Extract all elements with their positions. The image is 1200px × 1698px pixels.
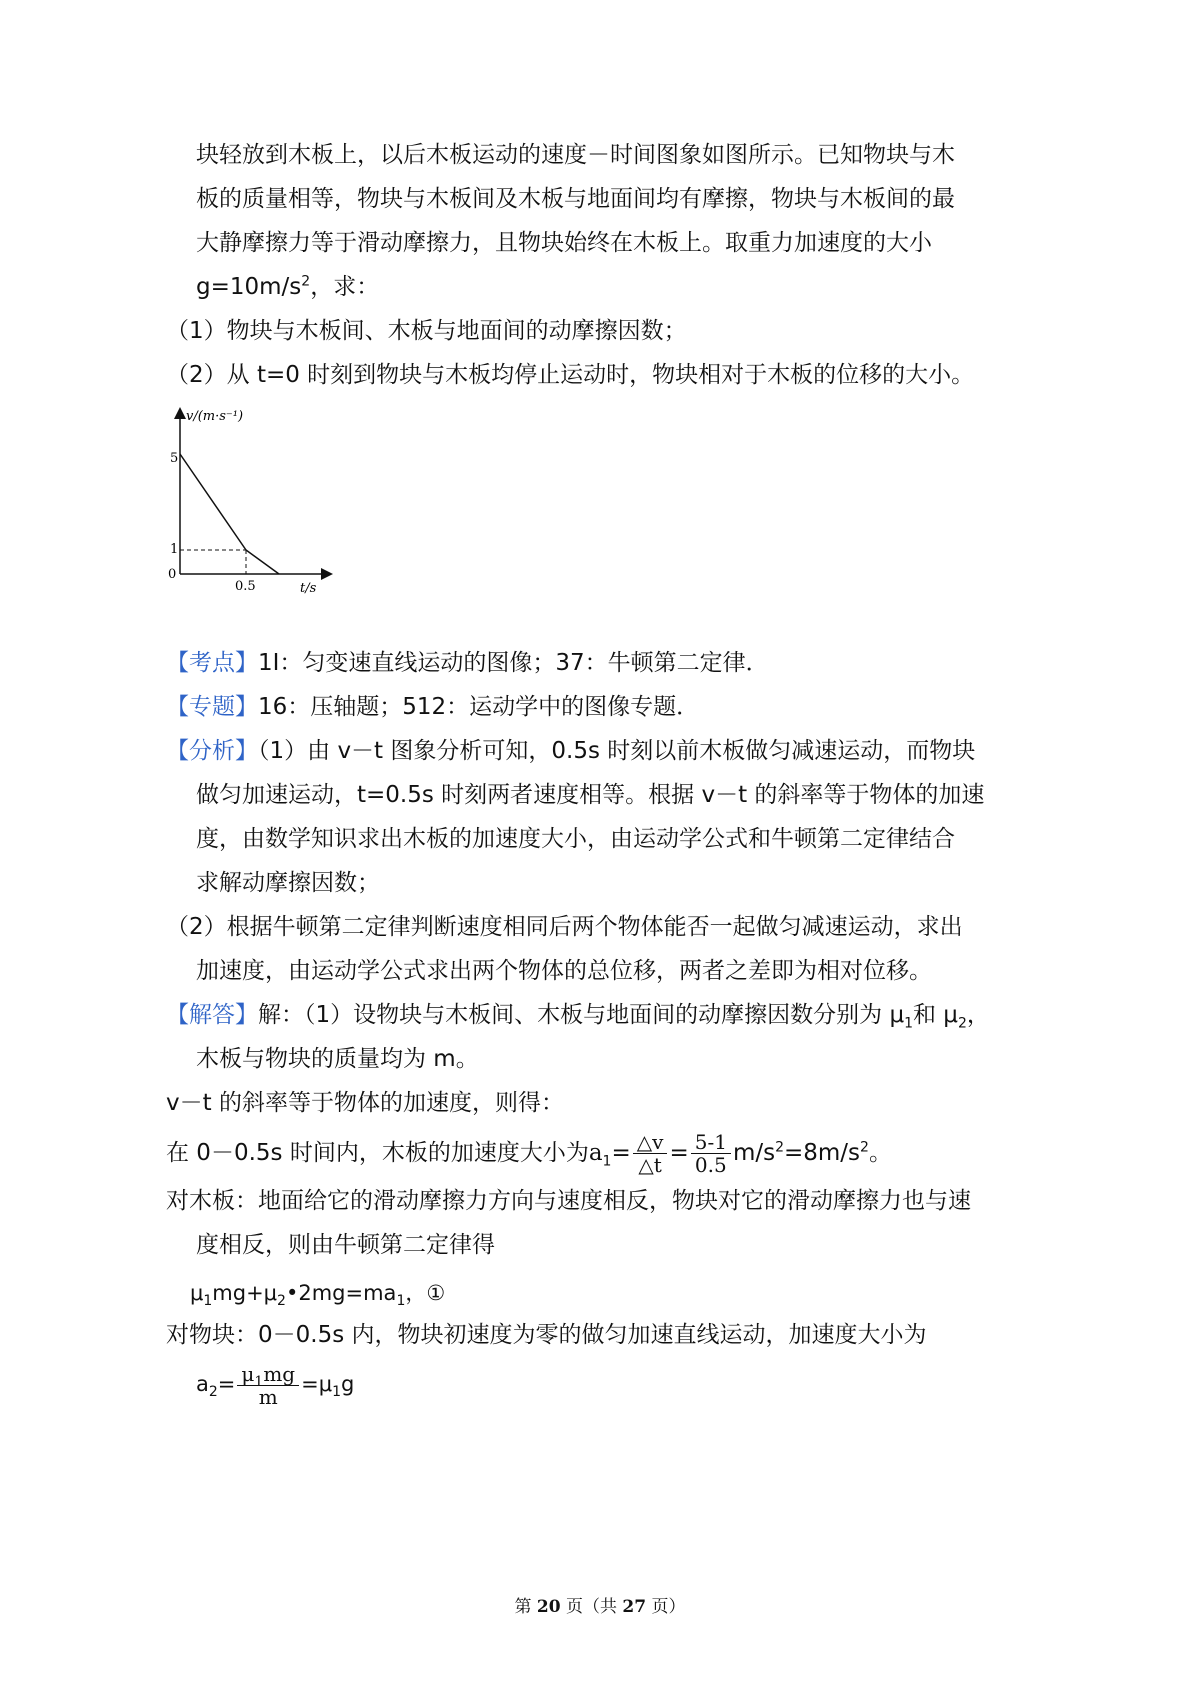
- y-tick-5: 5: [170, 451, 179, 466]
- zhuanti-label: 【专题】: [166, 694, 258, 720]
- zhuanti-text: 16：压轴题；512：运动学中的图像专题．: [258, 694, 700, 720]
- footer-page-number: 20: [536, 1597, 561, 1617]
- a1-sub: 1: [602, 1153, 612, 1170]
- eq2-num-mu: μ: [241, 1361, 255, 1386]
- a1-symbol: a: [588, 1140, 603, 1166]
- eq1-mu1: μ: [190, 1281, 204, 1305]
- a1-unit-sup: 2: [775, 1139, 784, 1156]
- fraction-dv-dt: [633, 1131, 668, 1176]
- jieda-line-2: 木板与物块的质量均为 m。: [196, 1046, 479, 1072]
- eq1-sub3: 1: [396, 1293, 406, 1310]
- footer-post: 页）: [646, 1597, 686, 1617]
- mu1-sub: 1: [904, 1015, 913, 1032]
- accel-intro: 在 0－0.5s 时间内，木板的加速度大小为: [166, 1140, 589, 1166]
- a1-end: 。: [868, 1140, 892, 1166]
- eq2-a2-sub: 2: [208, 1384, 218, 1401]
- a1-result-sup: 2: [860, 1139, 869, 1156]
- problem-line-2: 板的质量相等，物块与木板间及木板与地面间均有摩擦，物块与木板间的最: [196, 186, 955, 212]
- fenxi-line-3: 度，由数学知识求出木板的加速度大小，由运动学公式和牛顿第二定律结合: [196, 826, 955, 852]
- problem-line-3: 大静摩擦力等于滑动摩擦力，且物块始终在木板上。取重力加速度的大小: [196, 230, 932, 256]
- y-tick-1: 1: [170, 542, 179, 557]
- eq1-rest: •2mg=ma: [285, 1281, 397, 1305]
- fraction-mu-mg-denominator: m: [258, 1384, 278, 1409]
- fenxi-line-5: （2）根据牛顿第二定律判断速度相同后两个物体能否一起做匀减速运动，求出: [166, 914, 963, 940]
- fraction-values: [691, 1131, 731, 1176]
- vt-chart: [160, 398, 340, 598]
- equation-2: [196, 1356, 354, 1412]
- x-axis-label: t/s: [300, 581, 317, 596]
- mu2-sub: 2: [957, 1015, 967, 1032]
- jieda-line-1-mid: 和 μ: [913, 1002, 958, 1028]
- series-line: [180, 454, 279, 574]
- eq2-eq: =: [217, 1372, 236, 1396]
- jieda-line-8: 对物块：0－0.5s 内，物块初速度为零的做匀加速直线运动，加速度大小为: [166, 1322, 927, 1348]
- eq2-num-rest: mg: [263, 1361, 296, 1386]
- eq2-num-sub: 1: [254, 1373, 264, 1390]
- fenxi-row: [166, 736, 975, 766]
- jieda-line-1: 解：（1）设物块与木板间、木板与地面间的动摩擦因数分别为 μ: [258, 1002, 905, 1028]
- kaodian-label: 【考点】: [166, 650, 258, 676]
- jieda-row: [166, 1000, 990, 1030]
- fraction-dv: △v: [633, 1131, 668, 1154]
- eq2-post-g: g: [341, 1372, 355, 1396]
- eq2-post: =μ: [301, 1372, 333, 1396]
- gravity-text: g=10m/s: [196, 274, 302, 300]
- fenxi-line-2: 做匀加速运动，t=0.5s 时刻两者速度相等。根据 v－t 的斜率等于物体的加速: [196, 782, 985, 808]
- fraction-mu-mg-numerator: [237, 1361, 299, 1390]
- problem-line-1: 块轻放到木板上，以后木板运动的速度－时间图象如图所示。已知物块与木: [196, 142, 955, 168]
- question-1: （1）物块与木板间、木板与地面间的动摩擦因数；: [166, 318, 687, 344]
- kaodian-row: [166, 648, 769, 678]
- jieda-line-1-end: ，: [966, 1002, 990, 1028]
- zhuanti-row: [166, 692, 699, 722]
- fenxi-line-1: （1）由 v－t 图象分析可知，0.5s 时刻以前木板做匀减速运动，而物块: [258, 738, 976, 764]
- fraction-numerator: 5-1: [691, 1131, 731, 1154]
- eq1-end: ，①: [405, 1281, 446, 1305]
- eq1-sub2: 2: [277, 1293, 286, 1310]
- jieda-line-6: 度相反，则由牛顿第二定律得: [196, 1232, 495, 1258]
- fenxi-label: 【分析】: [166, 738, 258, 764]
- fenxi-line-6: 加速度，由运动学公式求出两个物体的总位移，两者之差即为相对位移。: [196, 958, 932, 984]
- footer-pre: 第: [514, 1597, 537, 1617]
- jieda-line-5: 对木板：地面给它的滑动摩擦力方向与速度相反，物块对它的滑动摩擦力也与速: [166, 1188, 971, 1214]
- eq1-sub1: 1: [203, 1293, 213, 1310]
- footer-mid: 页（共: [560, 1597, 623, 1617]
- equation-1: [190, 1278, 445, 1308]
- problem-line-4: [196, 272, 379, 302]
- fraction-mu-mg: [237, 1363, 299, 1408]
- gravity-tail: ，求：: [310, 274, 380, 300]
- footer-total-pages: 27: [622, 1597, 647, 1617]
- gravity-exponent: 2: [301, 273, 311, 290]
- a1-unit: m/s: [732, 1140, 776, 1166]
- page-footer: [0, 1592, 1200, 1617]
- question-2: （2）从 t=0 时刻到物块与木板均停止运动时，物块相对于木板的位移的大小。: [166, 362, 975, 388]
- fraction-denominator: 0.5: [694, 1153, 727, 1177]
- kaodian-text: 1I：匀变速直线运动的图像；37：牛顿第二定律．: [258, 650, 769, 676]
- eq1-mid: mg+μ: [212, 1281, 278, 1305]
- x-tick-0.5: 0.5: [235, 579, 256, 594]
- fraction-dt: △t: [638, 1153, 662, 1177]
- eq2-post-sub: 1: [332, 1384, 341, 1401]
- fenxi-line-4: 求解动摩擦因数；: [196, 870, 380, 896]
- jieda-label: 【解答】: [166, 1002, 258, 1028]
- jieda-line-3: v－t 的斜率等于物体的加速度，则得：: [166, 1090, 564, 1116]
- y-tick-0: 0: [168, 567, 177, 582]
- jieda-line-4: [166, 1128, 892, 1178]
- eq2-a2: a: [196, 1372, 209, 1396]
- y-axis-label: v/(m·s⁻¹): [186, 409, 244, 424]
- a1-eq: =: [611, 1140, 631, 1166]
- a1-result: =8m/s: [784, 1140, 861, 1166]
- a1-eq2: =: [669, 1140, 689, 1166]
